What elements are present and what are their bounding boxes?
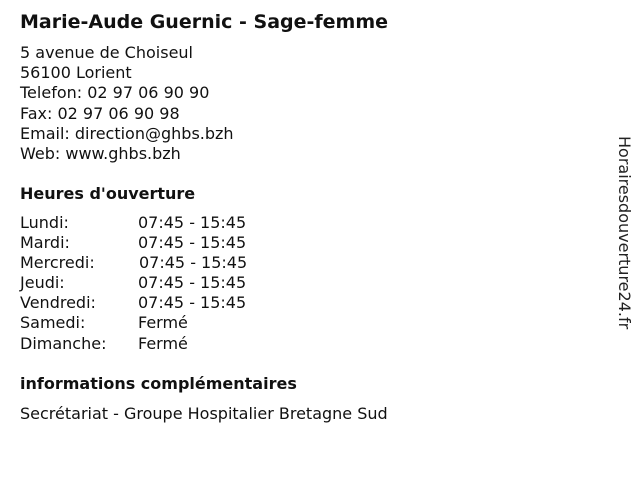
page-title: Marie-Aude Guernic - Sage-femme <box>20 11 389 33</box>
hours-row-sunday <box>20 334 280 354</box>
time-value: Fermé <box>138 313 188 333</box>
day-label: Samedi: <box>20 313 86 333</box>
time-value: 07:45 - 15:45 <box>139 253 248 273</box>
day-label: Jeudi: <box>20 273 65 293</box>
hours-row-monday <box>20 213 280 233</box>
additional-info-heading: informations complémentaires <box>20 374 297 393</box>
web-text: Web: www.ghbs.bzh <box>20 144 181 164</box>
day-label: Lundi: <box>20 213 69 232</box>
time-value: 07:45 - 15:45 <box>138 293 247 313</box>
day-label: Vendredi: <box>20 293 96 313</box>
hours-row-wednesday <box>20 253 280 273</box>
day-label: Dimanche: <box>20 333 107 353</box>
day-label: Mercredi: <box>20 253 95 273</box>
hours-row-thursday <box>20 273 280 293</box>
hours-row-friday <box>20 293 280 313</box>
time-value: 07:45 - 15:45 <box>138 273 247 293</box>
additional-info-text: Secrétariat - Groupe Hospitalier Bretagne Sud <box>20 404 388 423</box>
hours-row-saturday <box>20 313 280 333</box>
address-city: 56100 Lorient <box>20 63 132 83</box>
opening-hours-list <box>20 213 280 354</box>
email-text: Email: direction@ghbs.bzh <box>20 123 234 143</box>
hours-row-tuesday <box>20 233 280 253</box>
opening-hours-heading: Heures d'ouverture <box>20 184 196 203</box>
contact-block <box>20 43 234 164</box>
day-label: Mardi: <box>20 233 70 253</box>
site-watermark: Horairesdouverture24.fr <box>615 136 634 330</box>
fax-text: Fax: 02 97 06 90 98 <box>20 103 180 123</box>
address-street: 5 avenue de Choiseul <box>20 43 193 62</box>
time-value: 07:45 - 15:45 <box>138 213 247 232</box>
phone-text: Telefon: 02 97 06 90 90 <box>20 83 210 103</box>
time-value: Fermé <box>138 333 188 353</box>
time-value: 07:45 - 15:45 <box>138 233 247 253</box>
